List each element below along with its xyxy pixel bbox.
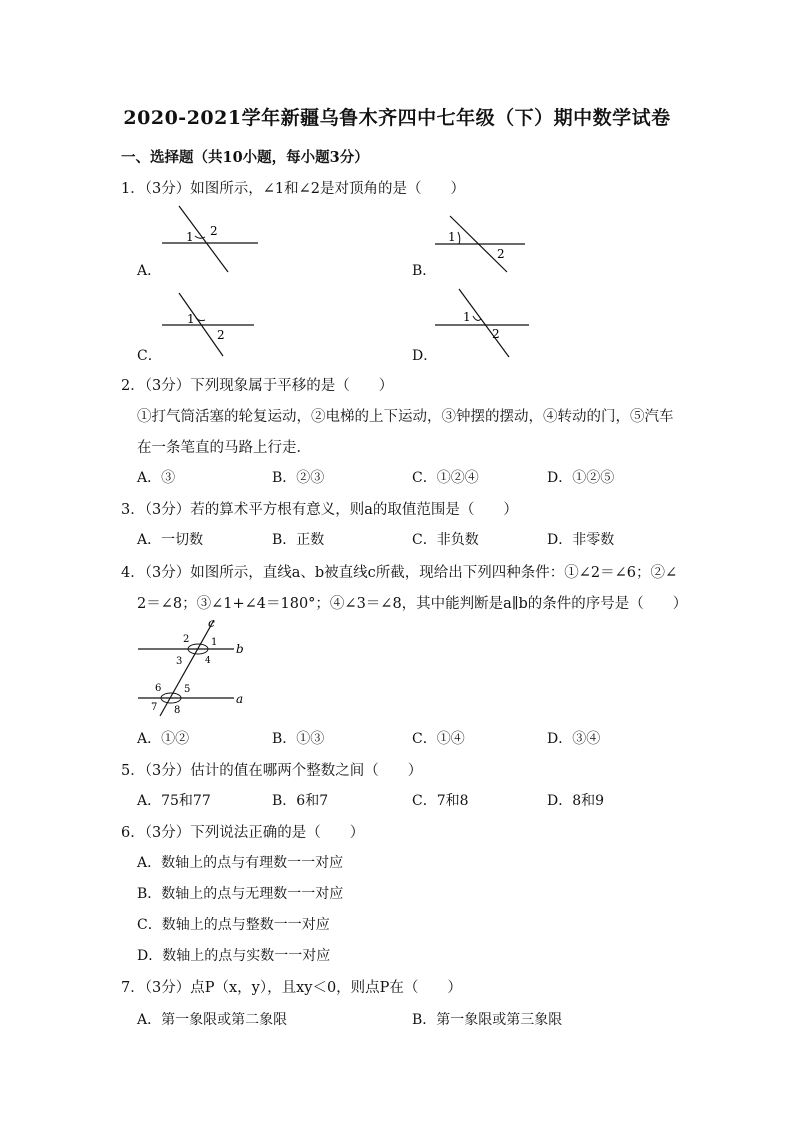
q3-option-a: A．一切数 — [137, 532, 204, 548]
q4-stem-line1: 4．（3分）如图所示，直线a、b被直线c所截，现给出下列四种条件：①∠2＝∠6；②∠ — [121, 565, 678, 581]
q2-option-c: C．①②④ — [412, 470, 479, 486]
q4-label-4: 4 — [205, 656, 211, 666]
q4-stem-line2: 2＝∠8；③∠1+∠4＝180°；④∠3＝∠8，其中能判断是a∥b的条件的序号是（ ） — [137, 596, 688, 612]
q1-figure-a — [150, 200, 270, 280]
q1-stem: 1．（3分）如图所示，∠1和∠2是对顶角的是（ ） — [121, 181, 465, 197]
q1-option-a: A． — [137, 263, 162, 279]
q1-figure-b — [425, 208, 535, 273]
q1-option-d: D． — [412, 348, 438, 364]
q4-label-b: b — [236, 642, 244, 656]
q5-stem: 5．（3分）估计的值在哪两个整数之间（ ） — [121, 763, 423, 779]
q4-label-3: 3 — [176, 656, 183, 667]
q5-option-c: C．7和8 — [412, 793, 469, 809]
q7-option-b: B．第一象限或第三象限 — [412, 1012, 563, 1028]
q4-label-6: 6 — [155, 683, 162, 694]
q2-stem: 2．（3分）下列现象属于平移的是（ ） — [121, 378, 394, 394]
q1-figure-c — [150, 288, 270, 360]
q2-option-d: D．①②⑤ — [547, 470, 615, 486]
q3-option-d: D．非零数 — [547, 532, 615, 548]
q2-body-line2: 在一条笔直的马路上行走． — [137, 440, 311, 456]
q1-option-c: C． — [137, 348, 162, 364]
q4-label-c: c — [208, 616, 215, 630]
q4-label-a: a — [236, 692, 244, 706]
q3-stem: 3．（3分）若的算术平方根有意义，则a的取值范围是（ ） — [121, 502, 518, 518]
q2-option-a: A．③ — [137, 470, 176, 486]
exam-title: 2020-2021学年新疆乌鲁木齐四中七年级（下）期中数学试卷 — [123, 107, 671, 129]
q6-option-c: C．数轴上的点与整数一一对应 — [137, 917, 330, 933]
q1c-label-2: 2 — [217, 328, 225, 342]
q5-option-b: B．6和7 — [272, 793, 329, 809]
q4-label-7: 7 — [151, 702, 158, 713]
q4-label-8: 8 — [174, 705, 181, 716]
q5-option-a: A．75和77 — [137, 793, 211, 809]
q6-option-d: D．数轴上的点与实数一一对应 — [137, 948, 331, 964]
q1b-label-1: 1 — [448, 230, 456, 244]
q4-label-5: 5 — [184, 684, 191, 695]
q5-option-d: D．8和9 — [547, 793, 605, 809]
q4-figure — [132, 612, 262, 720]
q6-stem: 6．（3分）下列说法正确的是（ ） — [121, 825, 365, 841]
q4-option-c: C．①④ — [412, 731, 465, 747]
q4-option-d: D．③④ — [547, 731, 601, 747]
q2-body-line1: ①打气筒活塞的轮复运动，②电梯的上下运动，③钟摆的摆动，④转动的门，⑤汽车 — [137, 409, 674, 425]
q1d-label-1: 1 — [463, 310, 471, 324]
q1a-label-1: 1 — [186, 230, 194, 244]
q4-option-b: B．①③ — [272, 731, 325, 747]
q1b-label-2: 2 — [497, 247, 505, 261]
q7-stem: 7．（3分）点P（x，y），且xy＜0，则点P在（ ） — [121, 980, 462, 996]
q1d-label-2: 2 — [492, 327, 500, 341]
q3-option-b: B．正数 — [272, 532, 325, 548]
q4-label-1: 1 — [211, 637, 218, 648]
q6-option-b: B．数轴上的点与无理数一一对应 — [137, 886, 344, 902]
q3-option-c: C．非负数 — [412, 532, 479, 548]
q2-option-b: B．②③ — [272, 470, 325, 486]
q6-option-a: A．数轴上的点与有理数一一对应 — [137, 855, 344, 871]
section-heading: 一、选择题（共10小题，每小题3分） — [121, 149, 369, 166]
q4-option-a: A．①② — [137, 731, 190, 747]
q4-label-2: 2 — [183, 634, 190, 645]
q1-option-b: B． — [412, 263, 437, 279]
q1-figure-d — [425, 285, 537, 360]
q1a-label-2: 2 — [210, 224, 218, 238]
q7-option-a: A．第一象限或第二象限 — [137, 1012, 288, 1028]
q1c-label-1: 1 — [187, 312, 195, 326]
